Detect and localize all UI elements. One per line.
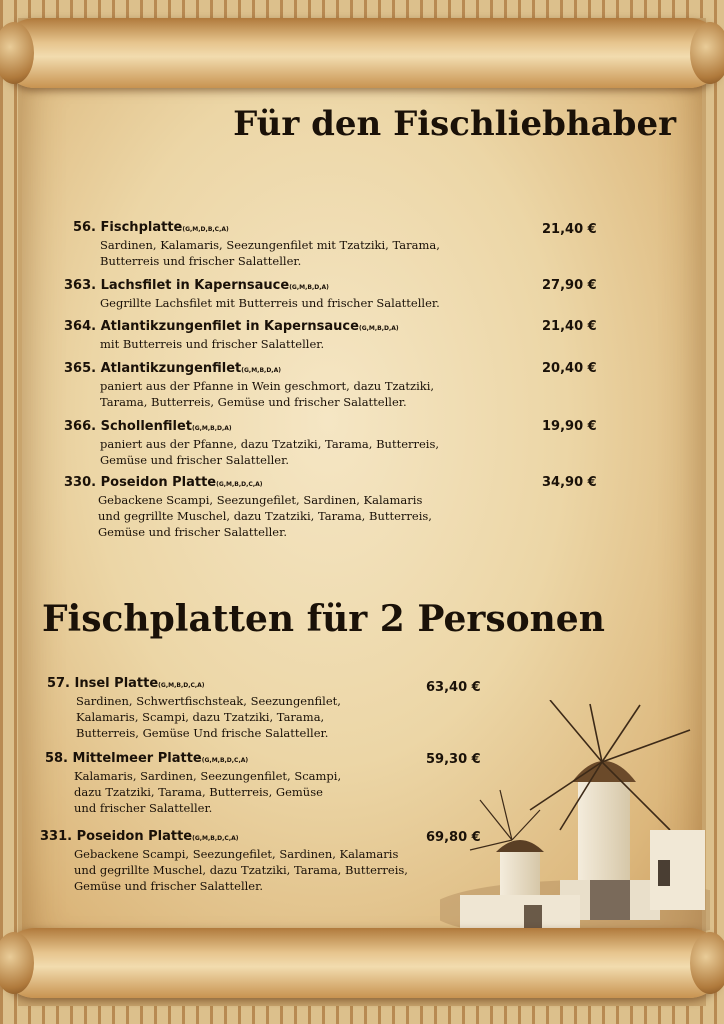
item-name: Mittelmeer Platte <box>72 751 202 766</box>
windmill-illustration <box>440 700 710 940</box>
allergen-codes: (G,M,B,D,C,A) <box>158 682 205 689</box>
allergen-codes: (G,M,B,D,C,A) <box>201 757 249 764</box>
menu-item-heading <box>42 751 341 766</box>
description-line: paniert aus der Pfanne in Wein geschmort, dazu Tzatziki, <box>100 379 435 393</box>
item-number: 364. <box>64 319 97 334</box>
item-description <box>100 436 439 468</box>
item-name: Poseidon Platte <box>100 475 217 490</box>
scroll-end-left <box>0 932 34 994</box>
item-description <box>100 336 399 352</box>
item-description <box>74 768 341 816</box>
allergen-codes: (G,M,B,D,C,A) <box>192 835 239 842</box>
menu-item-heading <box>44 676 341 691</box>
description-line: Butterreis und frischer Salatteller. <box>100 254 302 268</box>
menu-item <box>70 220 440 269</box>
menu-item <box>64 319 399 352</box>
item-price: 59,30 € <box>426 752 481 767</box>
description-line: Tarama, Butterreis, Gemüse und frischer Salatteller. <box>100 395 407 409</box>
menu-item <box>44 676 341 741</box>
item-price: 34,90 € <box>542 475 597 490</box>
description-line: und frischer Salatteller. <box>74 801 213 815</box>
scroll-end-right <box>690 22 724 84</box>
menu-item <box>64 361 434 410</box>
item-number: 366. <box>64 419 97 434</box>
item-description <box>76 693 341 741</box>
menu-item-heading <box>64 319 399 334</box>
item-name: Lachsfilet in Kapernsauce <box>100 278 290 293</box>
item-number: 58. <box>44 751 68 766</box>
item-number: 330. <box>64 475 97 490</box>
description-line: Butterreis, Gemüse Und frische Salatteller. <box>76 726 329 740</box>
section-title-fish-lovers: Für den Fischliebhaber <box>233 104 676 144</box>
allergen-codes: (G,M,B,D,A) <box>289 284 329 291</box>
description-line: und gegrillte Muschel, dazu Tzatziki, Tarama, Butterreis, <box>74 863 408 877</box>
description-line: mit Butterreis und frischer Salatteller. <box>100 337 325 351</box>
description-line: Gemüse und frischer Salatteller. <box>74 879 264 893</box>
menu-item <box>64 419 439 468</box>
allergen-codes: (G,M,B,D,A) <box>241 367 281 374</box>
menu-item-heading <box>70 220 440 235</box>
description-line: Gebackene Scampi, Seezungefilet, Sardinen, Kalamaris <box>98 493 423 507</box>
item-price: 63,40 € <box>426 680 481 695</box>
description-line: Gegrillte Lachsfilet mit Butterreis und frischer Salatteller. <box>100 296 440 310</box>
item-description <box>100 378 434 410</box>
item-description <box>100 237 440 269</box>
allergen-codes: (G,M,B,D,A) <box>358 325 399 332</box>
item-number: 363. <box>64 278 97 293</box>
item-name: Schollenfilet <box>100 419 192 434</box>
item-name: Poseidon Platte <box>76 829 193 844</box>
item-description <box>98 492 432 540</box>
item-name: Atlantikzungenfilet <box>100 361 242 376</box>
item-price: 21,40 € <box>542 319 597 334</box>
item-name: Insel Platte <box>74 676 159 691</box>
item-name: Fischplatte <box>100 220 183 235</box>
section-title-platters-for-two: Fischplatten für 2 Personen <box>42 598 605 640</box>
item-price: 69,80 € <box>426 830 481 845</box>
menu-item-heading <box>64 475 432 490</box>
item-number: 365. <box>64 361 97 376</box>
description-line: Sardinen, Schwertfischsteak, Seezungenfilet, <box>76 694 341 708</box>
item-price: 20,40 € <box>542 361 597 376</box>
item-price: 19,90 € <box>542 419 597 434</box>
allergen-codes: (G,M,B,D,A) <box>191 425 232 432</box>
item-price: 21,40 € <box>542 222 597 237</box>
item-description <box>100 295 440 311</box>
item-description <box>74 846 408 894</box>
description-line: Gemüse und frischer Salatteller. <box>98 525 288 539</box>
scroll-end-left <box>0 22 34 84</box>
item-price: 27,90 € <box>542 278 597 293</box>
allergen-codes: (G,M,D,B,C,A) <box>182 226 229 233</box>
item-number: 57. <box>46 676 70 691</box>
menu-item <box>64 475 432 540</box>
description-line: paniert aus der Pfanne, dazu Tzatziki, Tarama, Butterreis, <box>100 437 440 451</box>
menu-item-heading <box>64 278 440 293</box>
item-number: 331. <box>40 829 73 844</box>
scroll-end-right <box>690 932 724 994</box>
menu-item <box>42 751 341 816</box>
menu-item-heading <box>64 419 439 434</box>
description-line: Gemüse und frischer Salatteller. <box>100 453 290 467</box>
item-number: 56. <box>72 220 96 235</box>
description-line: Kalamaris, Sardinen, Seezungenfilet, Scampi, <box>74 769 342 783</box>
description-line: und gegrillte Muschel, dazu Tzatziki, Tarama, Butterreis, <box>98 509 432 523</box>
scroll-top-roll <box>0 18 724 88</box>
description-line: Sardinen, Kalamaris, Seezungenfilet mit Tzatziki, Tarama, <box>100 238 440 252</box>
menu-item <box>40 829 408 894</box>
description-line: dazu Tzatziki, Tarama, Butterreis, Gemüse <box>74 785 323 799</box>
description-line: Kalamaris, Scampi, dazu Tzatziki, Tarama, <box>76 710 325 724</box>
menu-item <box>64 278 440 311</box>
menu-item-heading <box>64 361 434 376</box>
scroll-bottom-roll <box>0 928 724 998</box>
description-line: Gebackene Scampi, Seezungefilet, Sardinen, Kalamaris <box>74 847 399 861</box>
allergen-codes: (G,M,B,D,C,A) <box>216 481 263 488</box>
item-name: Atlantikzungenfilet in Kapernsauce <box>100 319 359 334</box>
menu-item-heading <box>40 829 408 844</box>
